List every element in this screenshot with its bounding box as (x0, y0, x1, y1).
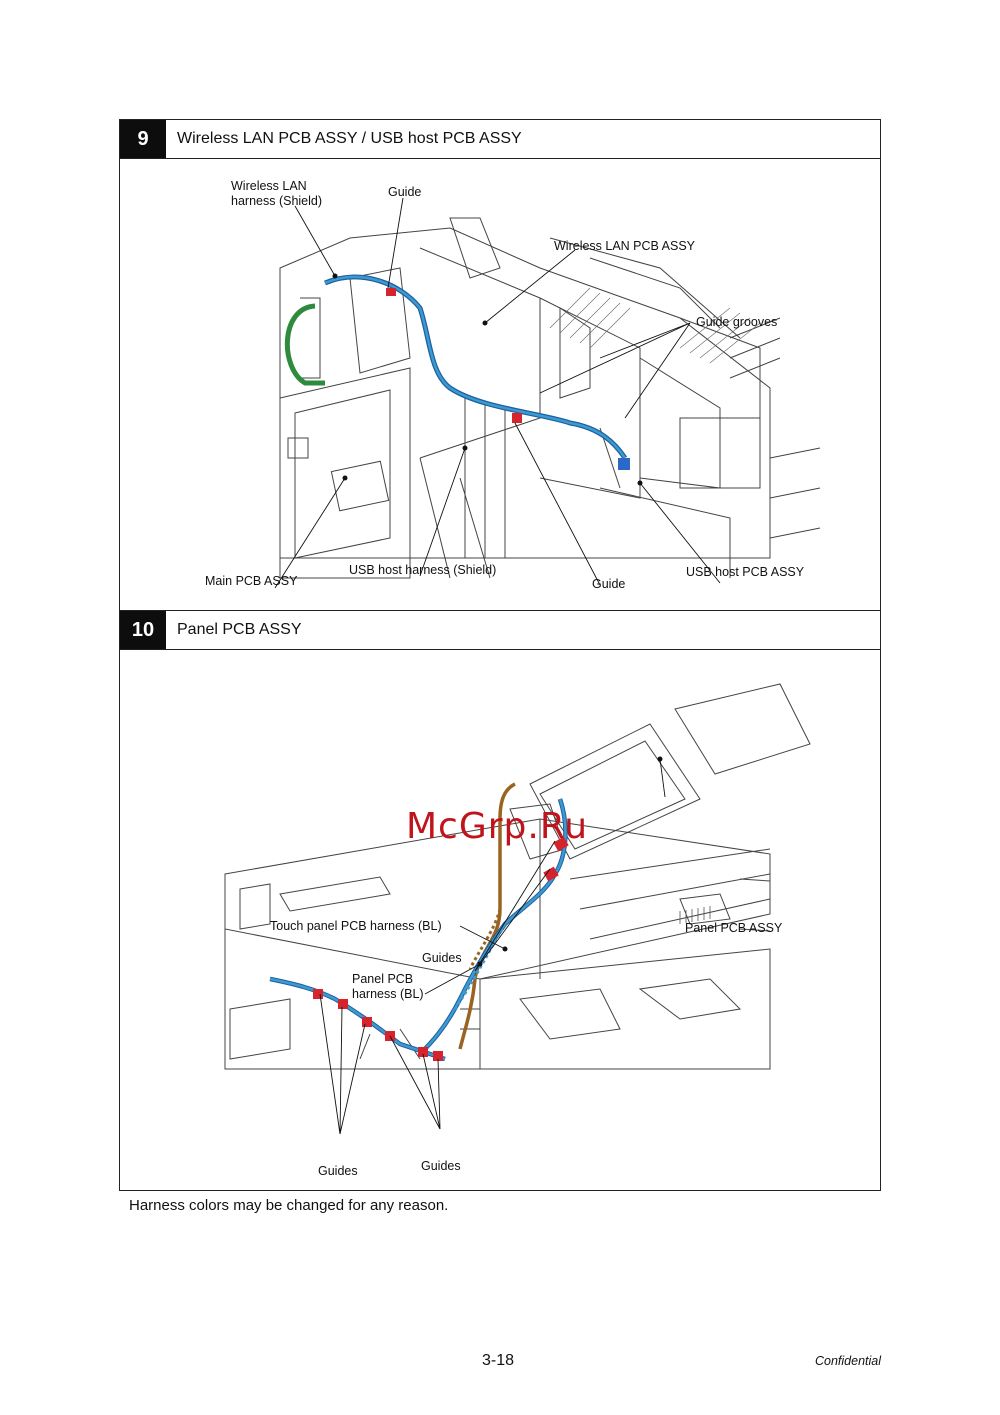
label-guides-left: Guides (318, 1164, 358, 1178)
confidential-label: Confidential (815, 1354, 882, 1368)
panel-pcb-illustration (120, 649, 880, 1189)
label-touch-panel-harness: Touch panel PCB harness (BL) (270, 919, 442, 933)
section-10-number: 10 (120, 611, 166, 649)
label-main-pcb: Main PCB ASSY (205, 574, 298, 588)
section-9-diagram (120, 158, 880, 610)
harness-color-note: Harness colors may be changed for any reason. (129, 1197, 449, 1214)
wlan-usb-illustration (120, 158, 880, 610)
watermark: McGrp.Ru (406, 806, 589, 847)
section-9-title: Wireless LAN PCB ASSY / USB host PCB ASSY (177, 130, 522, 147)
label-panel-pcb: Panel PCB ASSY (685, 921, 783, 935)
label-guides-right: Guides (421, 1159, 461, 1173)
page-number: 3-18 (482, 1352, 515, 1369)
label-usb-host-harness: USB host harness (Shield) (349, 563, 497, 577)
label-wireless-lan-harness: Wireless LAN harness (Shield) (231, 179, 323, 208)
label-guide-bottom: Guide (592, 577, 626, 591)
section-9-header (120, 120, 880, 159)
label-panel-pcb-harness: Panel PCB harness (BL) (352, 972, 424, 1001)
label-guide-top: Guide (388, 185, 422, 199)
label-guides-top: Guides (422, 951, 462, 965)
label-guide-grooves: Guide grooves (696, 315, 778, 329)
section-10-header (120, 610, 880, 650)
section-10-diagram (120, 649, 880, 1189)
label-usb-host-pcb: USB host PCB ASSY (686, 565, 805, 579)
label-wireless-lan-pcb: Wireless LAN PCB ASSY (554, 239, 696, 253)
procedure-frame (119, 119, 881, 1191)
section-9-number: 9 (120, 120, 166, 158)
section-10-title: Panel PCB ASSY (177, 621, 302, 638)
